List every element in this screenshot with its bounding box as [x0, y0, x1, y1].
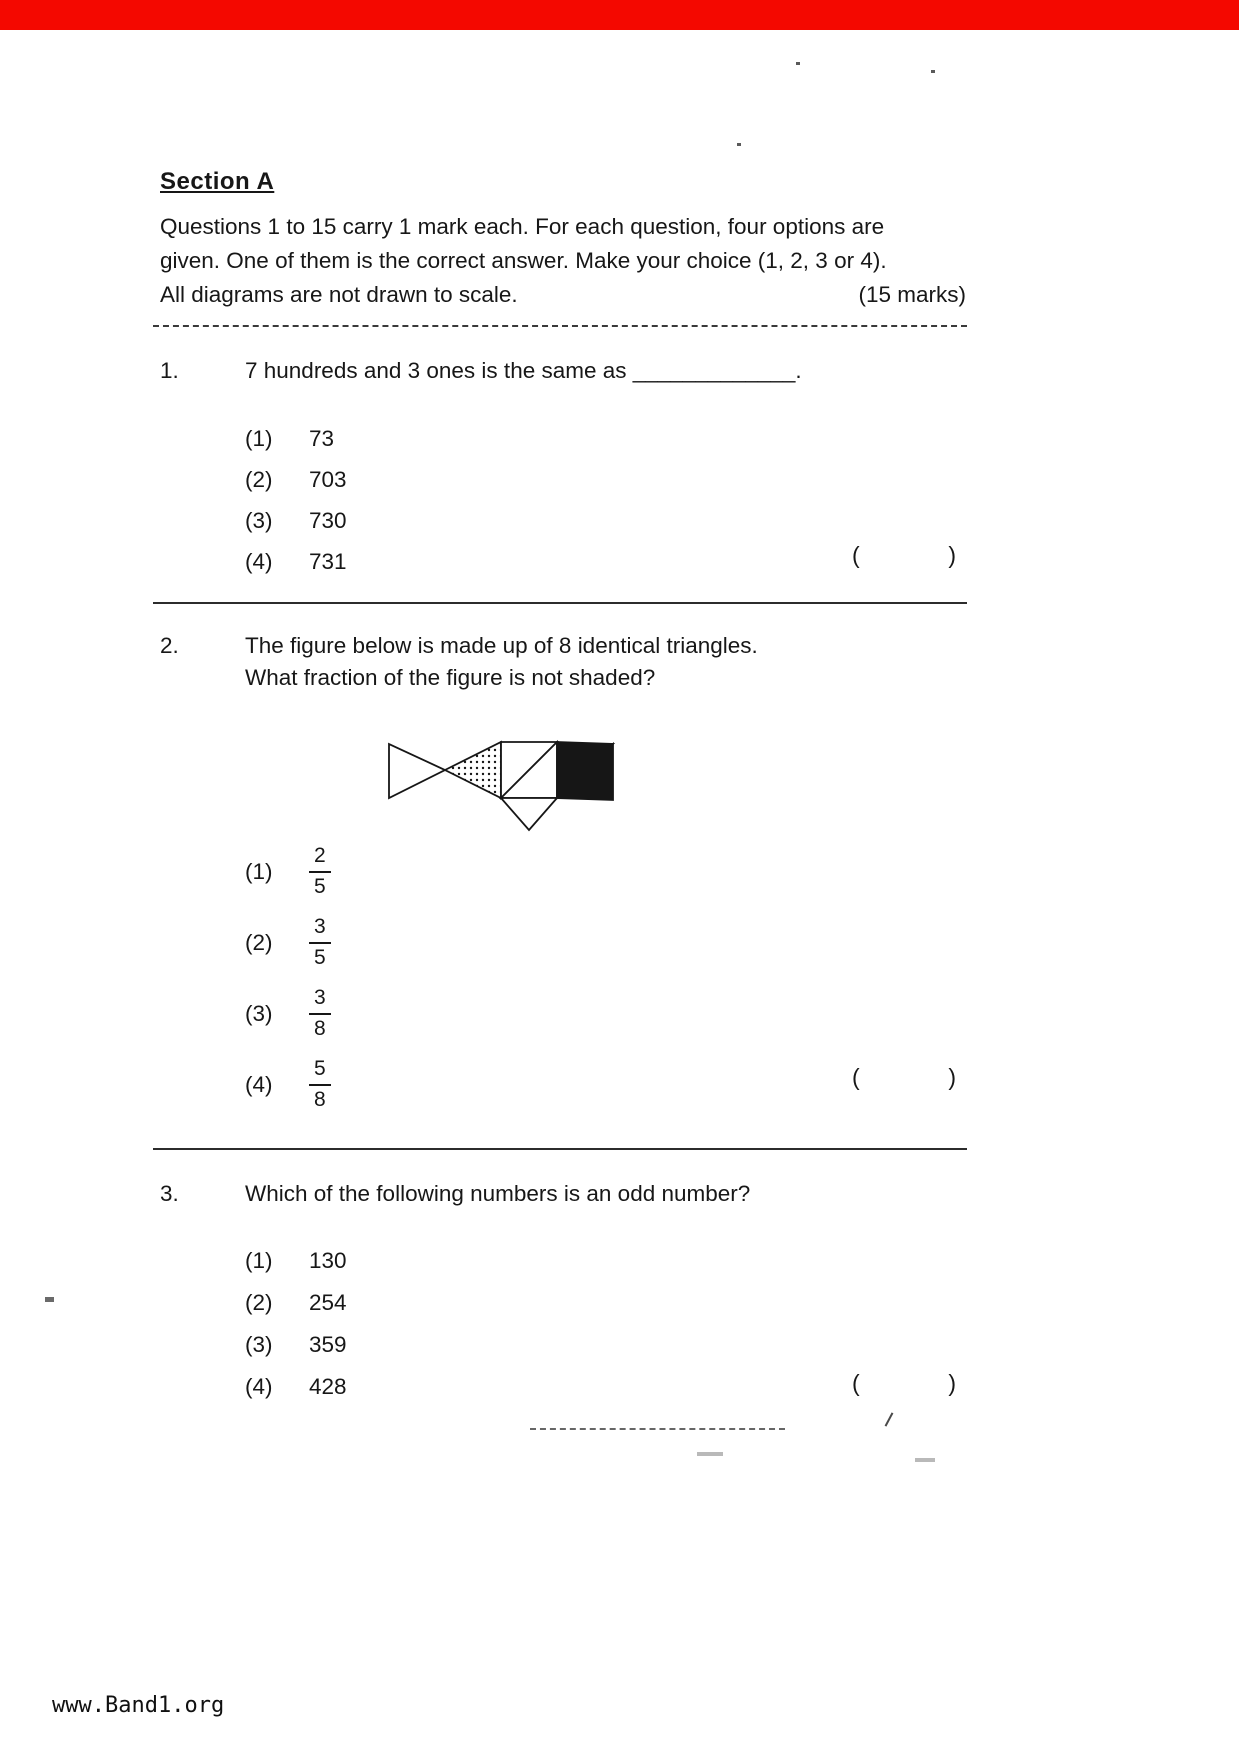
scan-artifact [885, 1412, 894, 1426]
instructions-line: Questions 1 to 15 carry 1 mark each. For each question, four options are [160, 214, 885, 239]
option-label: (4) [245, 1374, 273, 1399]
section-instructions [160, 210, 966, 312]
answer-bracket-close: ) [948, 542, 956, 568]
fraction-denominator: 5 [314, 945, 326, 969]
option-value: 731 [309, 548, 347, 574]
option-value: 428 [309, 1374, 347, 1399]
question-text: Which of the following numbers is an odd number? [245, 1181, 751, 1206]
option-label: (4) [245, 548, 273, 574]
answer-bracket [852, 542, 956, 569]
option-value: 703 [309, 466, 347, 492]
scan-artifact [697, 1452, 723, 1456]
fraction-denominator: 5 [314, 874, 326, 898]
option-value: 130 [309, 1248, 347, 1273]
option-label: (2) [245, 929, 273, 955]
scan-artifact [737, 143, 741, 146]
instructions-line: All diagrams are not drawn to scale. [160, 282, 518, 307]
question-2-options [245, 836, 331, 1120]
question-3 [160, 1178, 966, 1210]
option-label: (1) [245, 425, 273, 451]
option-row [245, 1049, 331, 1120]
fraction-value [309, 986, 331, 1040]
fraction-value [309, 1057, 331, 1111]
fraction-value [309, 844, 331, 898]
answer-bracket-open: ( [852, 1064, 860, 1090]
question-3-options [245, 1240, 347, 1408]
question-number: 1. [160, 358, 179, 383]
question-1 [160, 355, 966, 387]
question-number: 3. [160, 1181, 179, 1206]
scan-artifact [931, 70, 935, 73]
option-row [245, 836, 331, 907]
scan-artifact [915, 1458, 935, 1462]
watermark-url: www.Band1.org [52, 1693, 225, 1718]
answer-bracket-open: ( [852, 1370, 860, 1396]
section-divider [153, 325, 967, 327]
option-value: 73 [309, 425, 335, 451]
answer-bracket [852, 1064, 956, 1091]
option-label: (1) [245, 1248, 273, 1273]
section-divider [153, 602, 967, 604]
question-text: 7 hundreds and 3 ones is the same as _____________. [245, 358, 802, 383]
section-divider [153, 1148, 967, 1150]
instructions-line: given. One of them is the correct answer. Make your choice (1, 2, 3 or 4). [160, 248, 887, 273]
question-2 [160, 630, 966, 694]
option-row [245, 907, 331, 978]
question-text: The figure below is made up of 8 identical triangles. [245, 633, 758, 658]
triangle-bottom-fin [501, 798, 557, 830]
top-red-bar [0, 0, 1239, 30]
fraction-denominator: 8 [314, 1087, 326, 1111]
option-row [245, 1324, 347, 1366]
option-value: 254 [309, 1290, 347, 1315]
fish-figure [385, 712, 625, 842]
marks-label: (15 marks) [858, 282, 966, 307]
option-label: (4) [245, 1071, 273, 1097]
option-row [245, 1282, 347, 1324]
option-row [245, 541, 347, 582]
scan-artifact [45, 1297, 54, 1302]
option-label: (3) [245, 507, 273, 533]
option-label: (3) [245, 1000, 273, 1026]
option-row [245, 500, 347, 541]
option-row [245, 418, 347, 459]
answer-bracket-close: ) [948, 1370, 956, 1396]
fish-figure-svg [385, 712, 625, 837]
triangle-tail [389, 744, 445, 798]
option-row [245, 459, 347, 500]
fraction-denominator: 8 [314, 1016, 326, 1040]
option-value: 359 [309, 1332, 347, 1357]
option-value: 730 [309, 507, 347, 533]
answer-bracket [852, 1370, 956, 1397]
scan-artifact [530, 1428, 785, 1430]
option-label: (3) [245, 1332, 273, 1357]
fraction-numerator: 5 [309, 1057, 331, 1085]
scan-artifact [796, 62, 800, 65]
question-number: 2. [160, 633, 179, 658]
section-title: Section A [160, 168, 275, 195]
fraction-numerator: 2 [309, 844, 331, 872]
fraction-numerator: 3 [309, 986, 331, 1014]
option-label: (1) [245, 858, 273, 884]
option-label: (2) [245, 1290, 273, 1315]
option-row [245, 1366, 347, 1408]
answer-bracket-open: ( [852, 542, 860, 568]
question-1-options [245, 418, 347, 582]
option-row [245, 978, 331, 1049]
fraction-numerator: 3 [309, 915, 331, 943]
question-text: What fraction of the figure is not shaded? [245, 665, 656, 690]
option-row [245, 1240, 347, 1282]
triangle-speckled [445, 742, 501, 798]
answer-bracket-close: ) [948, 1064, 956, 1090]
option-label: (2) [245, 466, 273, 492]
fraction-value [309, 915, 331, 969]
